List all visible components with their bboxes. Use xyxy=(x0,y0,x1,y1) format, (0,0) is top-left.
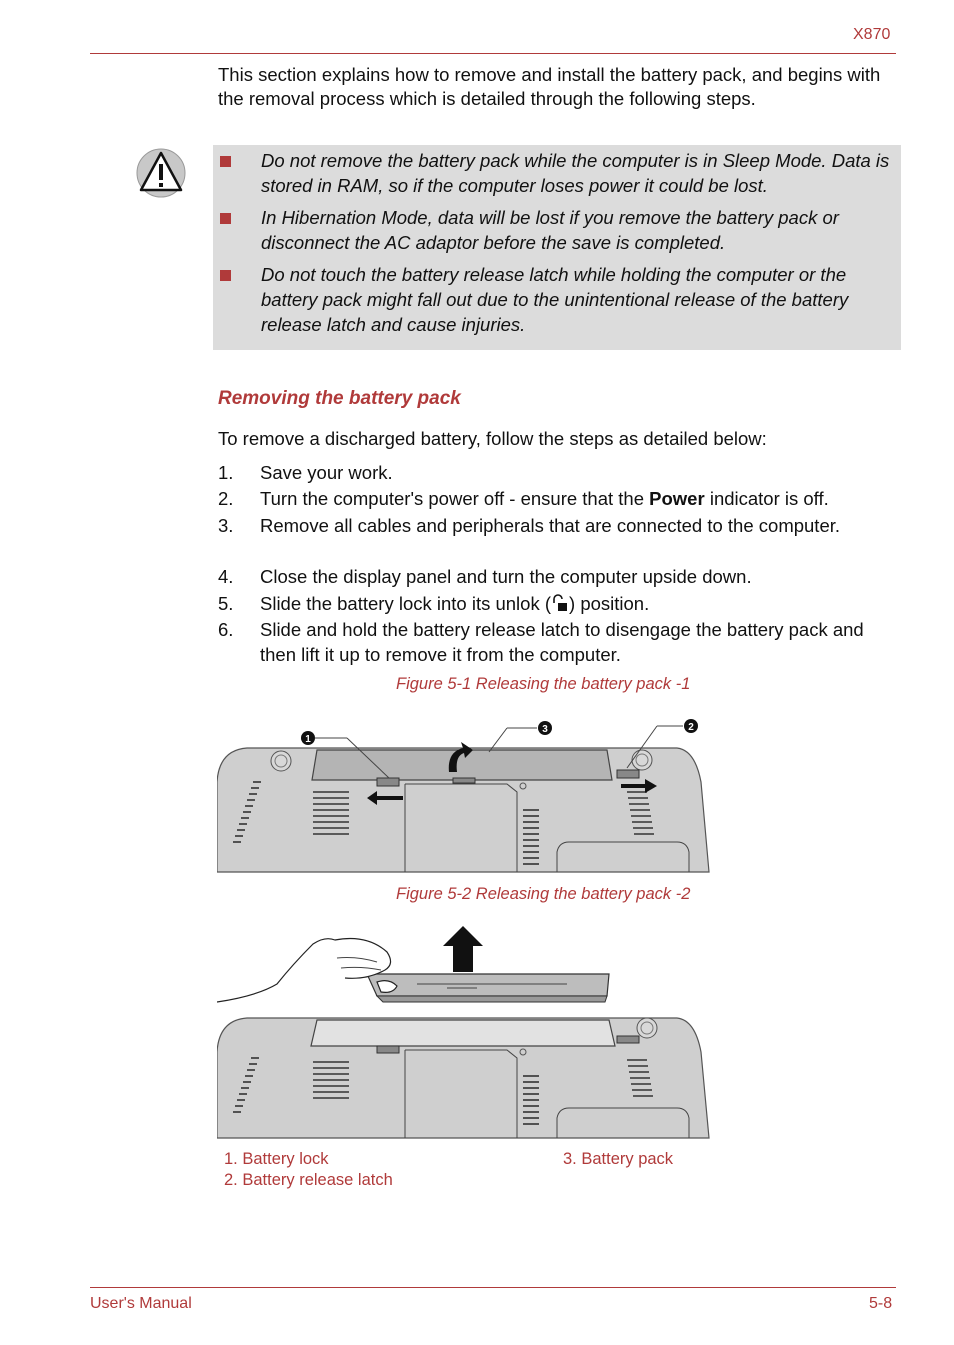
step-number: 6. xyxy=(218,619,234,640)
bullet-square-icon xyxy=(220,156,231,167)
unlock-icon xyxy=(551,593,569,618)
warning-box xyxy=(213,145,901,350)
step-text-post: ) position. xyxy=(569,593,650,614)
warning-text: In Hibernation Mode, data will be lost if you remove the battery pack or disconnect the AC adaptor before the save is completed. xyxy=(261,207,839,253)
figure-battery-release-1 xyxy=(217,712,711,874)
legend-item: 1. Battery lock xyxy=(224,1150,329,1168)
callout-1 xyxy=(301,731,315,745)
bullet-square-icon xyxy=(220,270,231,281)
legend-item: 2. Battery release latch xyxy=(224,1171,393,1189)
step-text-post: indicator is off. xyxy=(704,488,829,509)
step-text-pre: Slide the battery lock into its unlok ( xyxy=(260,593,552,614)
header-rule xyxy=(90,53,896,54)
callout-3-label: 3 xyxy=(542,724,548,735)
step-text: Close the display panel and turn the computer upside down. xyxy=(260,566,752,587)
step-number: 3. xyxy=(218,515,234,536)
callout-2-label: 2 xyxy=(688,722,694,733)
warning-text: Do not remove the battery pack while the computer is in Sleep Mode. Data is stored in RAM, so if the computer loses power it could be lost. xyxy=(261,150,890,196)
intro-paragraph: This section explains how to remove and install the battery pack, and begins with the removal process which is detailed through the following steps. xyxy=(218,64,881,109)
step-number: 5. xyxy=(218,593,234,614)
step-text xyxy=(260,591,900,618)
figure-caption: Figure 5-2 Releasing the battery pack -2 xyxy=(396,885,691,903)
step-number: 4. xyxy=(218,566,234,587)
section-title: Removing the battery pack xyxy=(218,388,461,409)
footer-title: User's Manual xyxy=(90,1295,192,1312)
figure-battery-release-2 xyxy=(217,922,711,1140)
step-text: Remove all cables and peripherals that are connected to the computer. xyxy=(260,515,841,536)
bullet-square-icon xyxy=(220,213,231,224)
callout-2 xyxy=(684,719,698,733)
footer-rule xyxy=(90,1287,896,1288)
page-number: 5-8 xyxy=(869,1295,893,1312)
power-indicator-label: Power xyxy=(649,488,705,509)
callout-1-label: 1 xyxy=(305,734,311,745)
step-text: Slide and hold the battery release latch to disengage the battery pack and then lift it up to remove it from the computer. xyxy=(260,619,864,665)
steps-intro: To remove a discharged battery, follow the steps as detailed below: xyxy=(218,428,767,449)
warning-text: Do not touch the battery release latch while holding the computer or the battery pack might fall out due to the unintentional release of the battery release latch and cause injuries. xyxy=(261,264,849,335)
callout-3 xyxy=(538,721,552,735)
step-number: 2. xyxy=(218,488,234,509)
header-model: X870 xyxy=(853,26,891,43)
step-text: Save your work. xyxy=(260,462,393,483)
step-text-pre: Turn the computer's power off - ensure that the xyxy=(260,488,650,509)
warning-triangle-icon xyxy=(136,148,186,198)
figure-caption: Figure 5-1 Releasing the battery pack -1 xyxy=(396,675,691,693)
legend-item: 3. Battery pack xyxy=(563,1150,674,1168)
step-text xyxy=(260,486,900,511)
step-number: 1. xyxy=(218,462,234,483)
